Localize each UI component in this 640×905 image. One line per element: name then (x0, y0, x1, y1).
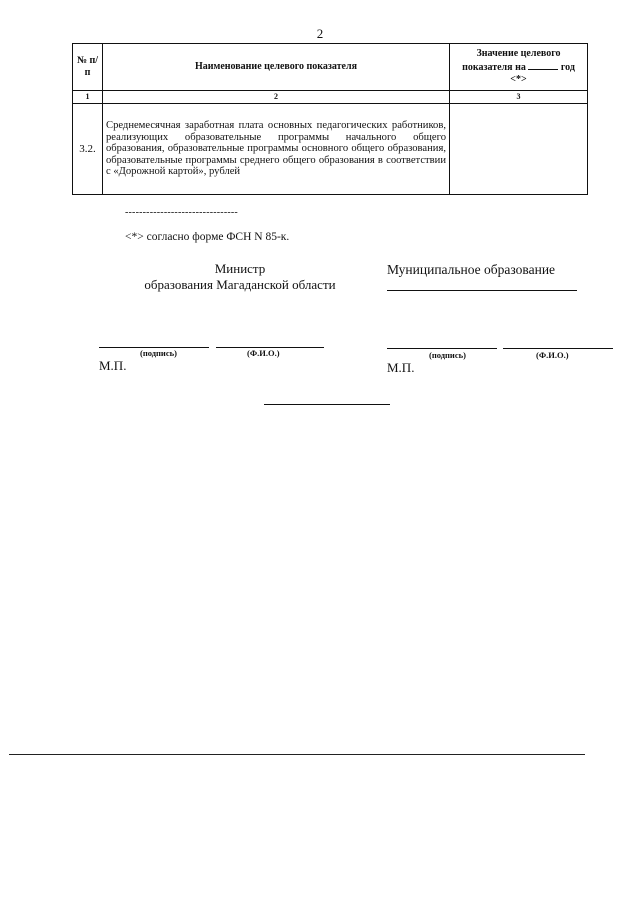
right-stamp-label: М.П. (387, 360, 415, 375)
left-stamp-label: М.П. (99, 358, 127, 373)
row-indicator-value (450, 104, 588, 195)
column-index-row (73, 91, 588, 104)
indicator-table (72, 43, 588, 195)
column-index-2: 2 (103, 91, 450, 104)
left-fio-label: (Ф.И.О.) (247, 348, 280, 358)
right-fio-label: (Ф.И.О.) (536, 350, 569, 360)
header-number: № п/п (73, 44, 103, 91)
table-header-row (73, 44, 588, 91)
row-number: 3.2. (73, 104, 103, 195)
column-index-3: 3 (450, 91, 588, 104)
year-blank (528, 60, 558, 70)
minister-title-line1: Министр (214, 261, 266, 276)
right-signature-label: (подпись) (429, 350, 466, 360)
header-year-text: год (560, 62, 575, 73)
header-footnote-mark: <*> (510, 74, 527, 85)
header-indicator-value (450, 44, 588, 91)
header-indicator-name: Наименование целевого показателя (103, 44, 450, 91)
footnote-text: <*> согласно форме ФСН N 85-к. (125, 231, 290, 243)
column-index-1: 1 (73, 91, 103, 104)
footnote-separator: -------------------------------- (125, 207, 238, 218)
row-indicator-name: Среднемесячная заработная плата основных педагогических работников, реализующих образовательные программы начального общего образования, образовательные программы основного общего образования, образовательные программы среднего общего образования в соответствии с «Дорожной картой», рублей (103, 104, 450, 195)
document-end-line (264, 404, 390, 405)
municipality-name-line (387, 290, 577, 291)
left-signature-label: (подпись) (140, 348, 177, 358)
right-signature-line (387, 348, 497, 349)
header-value-text: Значение целевого показателя на (462, 48, 561, 73)
right-fio-line (503, 348, 613, 349)
page-number: 2 (316, 26, 324, 41)
table-row (73, 104, 588, 195)
minister-title (110, 261, 370, 293)
municipality-title: Муниципальное образование (387, 262, 556, 277)
page-bottom-rule (9, 754, 585, 755)
minister-title-line2: образования Магаданской области (144, 277, 336, 292)
